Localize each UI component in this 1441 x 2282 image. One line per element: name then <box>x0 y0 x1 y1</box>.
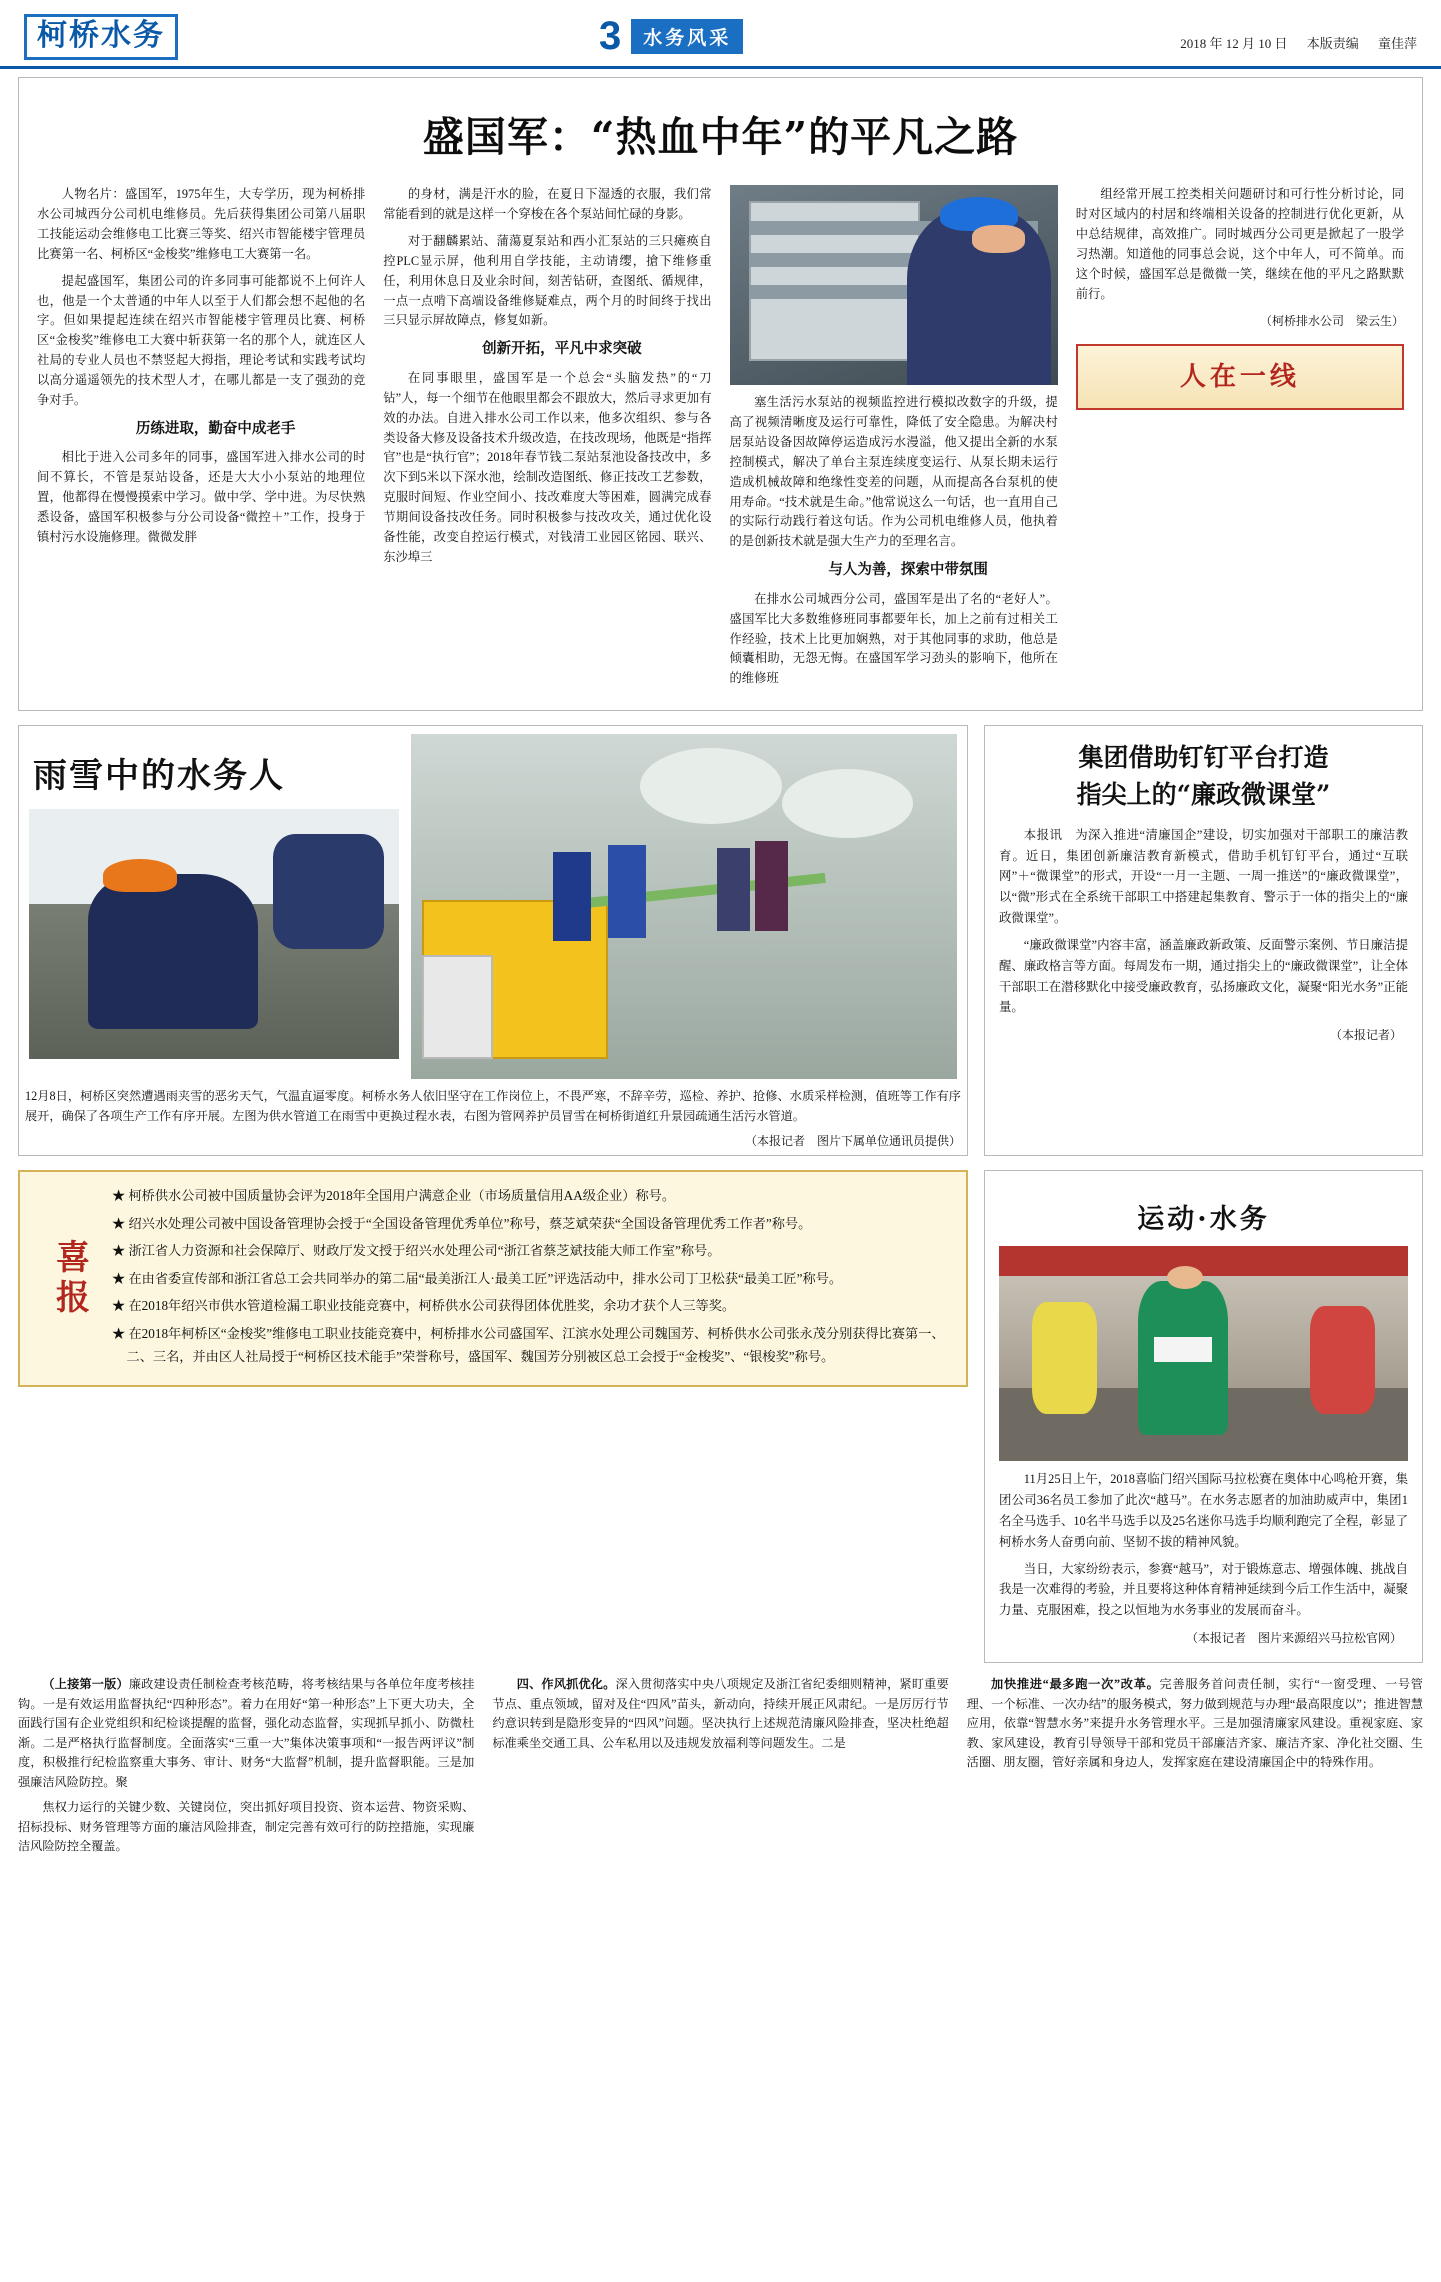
masthead-meta <box>1164 33 1417 60</box>
middle-band <box>0 711 1441 1156</box>
paragraph <box>492 1675 948 1753</box>
continuation-article <box>0 1663 1441 1863</box>
subheading-2: 创新开拓，平凡中求突破 <box>482 341 642 358</box>
list-item: ★ 在2018年绍兴市供水管道检漏工职业技能竞赛中，柯桥供水公司获得团体优胜奖，余功才获个人三等奖。 <box>112 1298 736 1314</box>
good-news-list <box>112 1184 952 1373</box>
paragraph: 焦权力运行的关键少数、关键岗位，突出抓好项目投资、资本运营、物资采购、招标投标、财务管理等方面的廉洁风险排查，制定完善有效可行的防控措施，实现廉洁风险防控全覆盖。 <box>18 1800 475 1854</box>
feature-title: 雨雪中的水务人 <box>33 756 285 797</box>
list-item: ★ 绍兴水处理公司被中国设备管理协会授于“全国设备管理优秀单位”称号，蔡芝斌荣获“全国设备管理优秀工作者”称号。 <box>112 1215 812 1231</box>
paragraph <box>967 1675 1423 1773</box>
sidebar-body <box>999 825 1408 1018</box>
sports-body <box>999 1469 1408 1621</box>
sidebar-headline-line-2: 指尖上的“廉政微课堂” <box>1076 779 1331 809</box>
paragraph: 的身材，满是汗水的脸，在夏日下湿透的衣服，我们常常能看到的就是这样一个穿梭在各个泵站间忙碌的身影。 <box>383 187 712 221</box>
subheading-1: 历练进取，勤奋中成老手 <box>135 420 296 437</box>
list-item: ★ 在2018年柯桥区“金梭奖”维修电工职业技能竞赛中，柯桥排水公司盛国军、江滨水处理公司魏国芳、柯桥供水公司张永茂分别获得比赛第一、二、三名，并由区人社局授于“柯桥区技术能手”荣誉称号，盛国军、魏国芳分别被区总工会授于“金梭奖”、“银梭奖”称号。 <box>112 1325 945 1365</box>
page-number: 3 <box>598 14 622 58</box>
section-title: 水务风采 <box>631 19 743 54</box>
article-column-2 <box>383 185 711 696</box>
lower-band <box>0 1156 1441 1663</box>
article-columns <box>19 185 1422 710</box>
stamp-label: 人在一线 <box>1179 361 1300 392</box>
paragraph-text: 廉政建设责任制检查考核范畴，将考核结果与各单位年度考核挂钩。一是有效运用监督执纪“四种形态”。着力在用好“第一种形态”上下更大功夫，全面践行国有企业党组织和纪检谈提醒的监督，强化动态监督，实现抓早抓小、防微杜渐。二是严格执行监督制度。全面落实“三重一大”集体决策事项和“一报告两评议”制度，积极推行纪检监察重大事务、审计、财务“大监督”机制，提升监督职能。三是加强廉洁风险防控。聚 <box>18 1677 475 1789</box>
continuation-label: （上接第一版） <box>42 1677 129 1692</box>
paragraph-text: 完善服务首问责任制，实行“一窗受理、一号管理、一个标准、一次办结”的服务模式，努力做到规范与办理“最高限度以”；推进智慧应用，依靠“智慧水务”来提升水务管理水平。三是加强清廉家风建设。重视家庭、家教、家风建设，教育引导领导干部和党员干部廉洁齐家、廉洁齐家、净化社交圈、生活圈、朋友圈，管好亲属和身边人，发挥家庭在建设清廉国企中的特殊作用。 <box>966 1677 1423 1770</box>
article-column-4 <box>1076 185 1404 696</box>
editor-label: 本版责编 <box>1306 36 1359 51</box>
photo-marathon-runner <box>999 1246 1408 1461</box>
feature-photo-story <box>18 725 968 1156</box>
publication-logo <box>24 14 178 60</box>
good-news-label <box>34 1184 112 1373</box>
continuation-column-1 <box>18 1675 474 1863</box>
paragraph: 组经常开展工控类相关问题研讨和可行性分析讨论，同时对区域内的村居和终端相关设备的控制进行优化更新，从中总结规律，高效推广。同时城西分公司更是掀起了一股学习热潮。知道他的同事总会说，这个中年人，可不简单。而这个时候，盛国军总是微微一笑，继续在他的平凡之路默默前行。 <box>1075 187 1404 301</box>
continuation-subheading-1: 四、作风抓优化。 <box>516 1677 616 1692</box>
subheading-3: 与人为善，探索中带氛围 <box>828 562 988 579</box>
column-stamp <box>1076 344 1404 410</box>
sidebar-credit: （本报记者） <box>1329 1028 1402 1043</box>
article-headline: 盛国军：“热血中年”的平凡之路 <box>422 113 1019 161</box>
article-byline: （柯桥排水公司 梁云生） <box>1259 314 1404 329</box>
paragraph: “廉政微课堂”内容丰富，涵盖廉政新政策、反面警示案例、节日廉洁提醒、廉政格言等方面。每周发布一期，通过指尖上的“廉政微课堂”，让全体干部职工在潜移默化中接受廉政教育，弘扬廉政文化，凝聚“阳光水务”正能量。 <box>999 937 1408 1015</box>
paragraph-text: 深入贯彻落实中央八项规定及浙江省纪委细则精神，紧盯重要节点、重点领域，留对及住“四风”苗头，新动向，持续开展正风肃纪。一是厉厉行节约意识转到是隐形变异的“四风”问题。坚决执行上述规范清廉风险排查，坚决杜绝超标准乘坐交通工具、公车私用以及违规发放福利等问题发生。二是 <box>492 1677 949 1750</box>
good-news-label-char-1: 喜 <box>56 1238 90 1279</box>
good-news-box <box>18 1170 968 1387</box>
feature-caption: 12月8日，柯桥区突然遭遇雨夹雪的恶劣天气，气温直逼零度。柯桥水务人依旧坚守在工作岗位上，不畏严寒，不辞辛劳，巡检、养护、抢修、水质采样检测，值班等工作有序展开，确保了各项生产工作有序开展。左图为供水管道工在雨雪中更换过程水表，右图为管网养护员冒雪在柯桥街道红升景园疏通生活污水管道。 <box>25 1089 961 1123</box>
good-news-label-char-2: 报 <box>56 1277 90 1318</box>
list-item: ★ 浙江省人力资源和社会保障厅、财政厅发文授于绍兴水处理公司“浙江省蔡芝斌技能大师工作室”称号。 <box>112 1243 721 1259</box>
photo-electrician-at-panel <box>730 185 1058 385</box>
paragraph: 相比于进入公司多年的同事，盛国军进入排水公司的时间不算长，不管是泵站设备，还是大大小小泵站的地理位置，他都得在慢慢摸索中学习。做中学、学中进。为尽快熟悉设备，盛国军积极参与分公司设备“微控＋”工作，投身于镇村污水设施修理。微微发胖 <box>37 450 366 545</box>
sports-credit: （本报记者 图片来源绍兴马拉松官网） <box>1185 1631 1402 1646</box>
publication-name: 柯桥水务 <box>37 18 165 53</box>
paragraph <box>18 1675 474 1792</box>
photo-water-meter-replacement <box>29 809 399 1059</box>
photo-sewer-cleaning-truck <box>411 734 957 1079</box>
article-column-3 <box>730 185 1058 696</box>
article-main <box>18 77 1423 711</box>
continuation-column-3 <box>967 1675 1423 1863</box>
paragraph: 当日，大家纷纷表示，参赛“越马”，对于锻炼意志、增强体魄、挑战自我是一次难得的考验，并且要将这种体育精神延续到今后工作生活中，凝聚力量、克服困难，投之以恒地为水务事业的发展而奋斗。 <box>999 1561 1408 1618</box>
paragraph: 提起盛国军，集团公司的许多同事可能都说不上何许人也，他是一个太普通的中年人以至于人们都会想不起他的名字。但如果提起连续在绍兴市智能楼宇管理员比赛、柯桥区“金梭奖”维修电工大赛中斩获第一名的那个人，就连区人社局的专业人员也不禁竖起大拇指，理论考试和实践考试均以高分遥遥领先的技术型人才，在哪儿都是一支了强劲的竞争对手。 <box>37 273 366 408</box>
masthead-center <box>178 16 1164 60</box>
paragraph: 对于翻麟累站、蒲蕩夏泵站和西小汇泵站的三只瘫痪自控PLC显示屏，他利用自学技能，主动请缨，搶下维修重任，利用休息日及业余时间，刻苦钻研，查图纸、循规律，一点一点啃下高端设备维修疑难点，两个月的时间终于找出三只显示屏故障点，修复如新。 <box>383 233 712 328</box>
sports-title: 运动·水务 <box>1137 1204 1270 1236</box>
paragraph: 在同事眼里，盛国军是一个总会“头脑发热”的“刀钻”人，每一个细节在他眼里都会不跟放大，然后寻求更加有效的办法。自进入排水公司工作以来，他多次组织、参与各类设备大修及设备技术升级改造，在技改现场，他既是“指挥官”也是“执行官”；2018年春节钱二泵站泵池设备技改中，多次下到5米以下深水池，绘制改造图纸、修正技改工艺参数，克服时间短、作业空间小、技改难度大等困难，圆满完成春节期间设备技改任务。同时积极参与技改攻关，通过优化设备性能，改变自控运行模式，对钱清工业园区铭园、联兴、东沙埠三 <box>383 370 712 564</box>
paragraph: 在排水公司城西分公司，盛国军是出了名的“老好人”。盛国军比大多数维修班同事都要年长，加上之前有过相关工作经验，技术上比更加娴熟，对于其他同事的求助，他总是倾囊相助，无怨无悔。在盛国军学习劲头的影响下，他所在的维修班 <box>729 591 1058 686</box>
article-column-1 <box>37 185 365 696</box>
person-profile: 人物名片：盛国军，1975年生，大专学历，现为柯桥排水公司城西分公司机电维修员。先后获得集团公司第八届职工技能运动会维修电工比赛三等奖、绍兴市智能楼宇管理员比赛第一名、柯桥区“金梭奖”维修电工大赛第一名。 <box>37 187 366 261</box>
feature-credit: （本报记者 图片下属单位通讯员提供） <box>744 1134 961 1149</box>
sports-story <box>984 1170 1423 1663</box>
editor-name: 童佳萍 <box>1377 36 1417 51</box>
sidebar-dingtalk-story <box>984 725 1423 1156</box>
paragraph: 本报讯 为深入推进“清廉国企”建设，切实加强对干部职工的廉洁教育。近日，集团创新廉洁教育新模式，借助手机钉钉平台，通过“互联网”＋“微课堂”的形式，开设“一月一主题、一周一推送”的“廉政微课堂”，以“微”形式在全系统干部职工中搭建起集教育、警示于一体的指尖上的“廉政微课堂”。 <box>999 827 1408 926</box>
masthead <box>0 0 1441 69</box>
paragraph: 塞生活污水泵站的视频监控进行模拟改数字的升级，提高了视频清晰度及运行可靠性，降低了安全隐患。为解决村居泵站设备因故障停运造成污水漫溢，他又提出全新的水泵控制模式，解决了单台主泵连续度变运行、从泵长期未运行造成机械故障和绝缘性变差的问题，从而提高各台泵机的使用寿命。“技术就是生命。”他常说这么一句话，也一直用自己的实际行动践行着这句话。作为公司机电维修人员，他执着的是创新技术就是强大生产力的至理名言。 <box>729 395 1058 549</box>
paragraph: 11月25日上午，2018喜临门绍兴国际马拉松赛在奥体中心鸣枪开赛，集团公司36名员工参加了此次“越马”。在水务志愿者的加油助威声中，集团1名全马选手、10名半马选手以及25名迷你马选手均顺利跑完了全程，彰显了柯桥水务人奋勇向前、坚韧不拔的精神风貌。 <box>999 1472 1408 1549</box>
list-item: ★ 在由省委宣传部和浙江省总工会共同举办的第二届“最美浙江人·最美工匠”评选活动中，排水公司丁卫松获“最美工匠”称号。 <box>112 1270 843 1286</box>
continuation-subheading-2: 加快推进“最多跑一次”改革。 <box>991 1677 1160 1692</box>
sidebar-headline-line-1: 集团借助钉钉平台打造 <box>1078 743 1329 773</box>
list-item: ★ 柯桥供水公司被中国质量协会评为2018年全国用户满意企业（市场质量信用AA级企业）称号。 <box>112 1188 676 1204</box>
continuation-column-2 <box>492 1675 948 1863</box>
sidebar-headline <box>999 740 1408 813</box>
issue-date: 2018 年 12 月 10 日 <box>1180 36 1288 51</box>
